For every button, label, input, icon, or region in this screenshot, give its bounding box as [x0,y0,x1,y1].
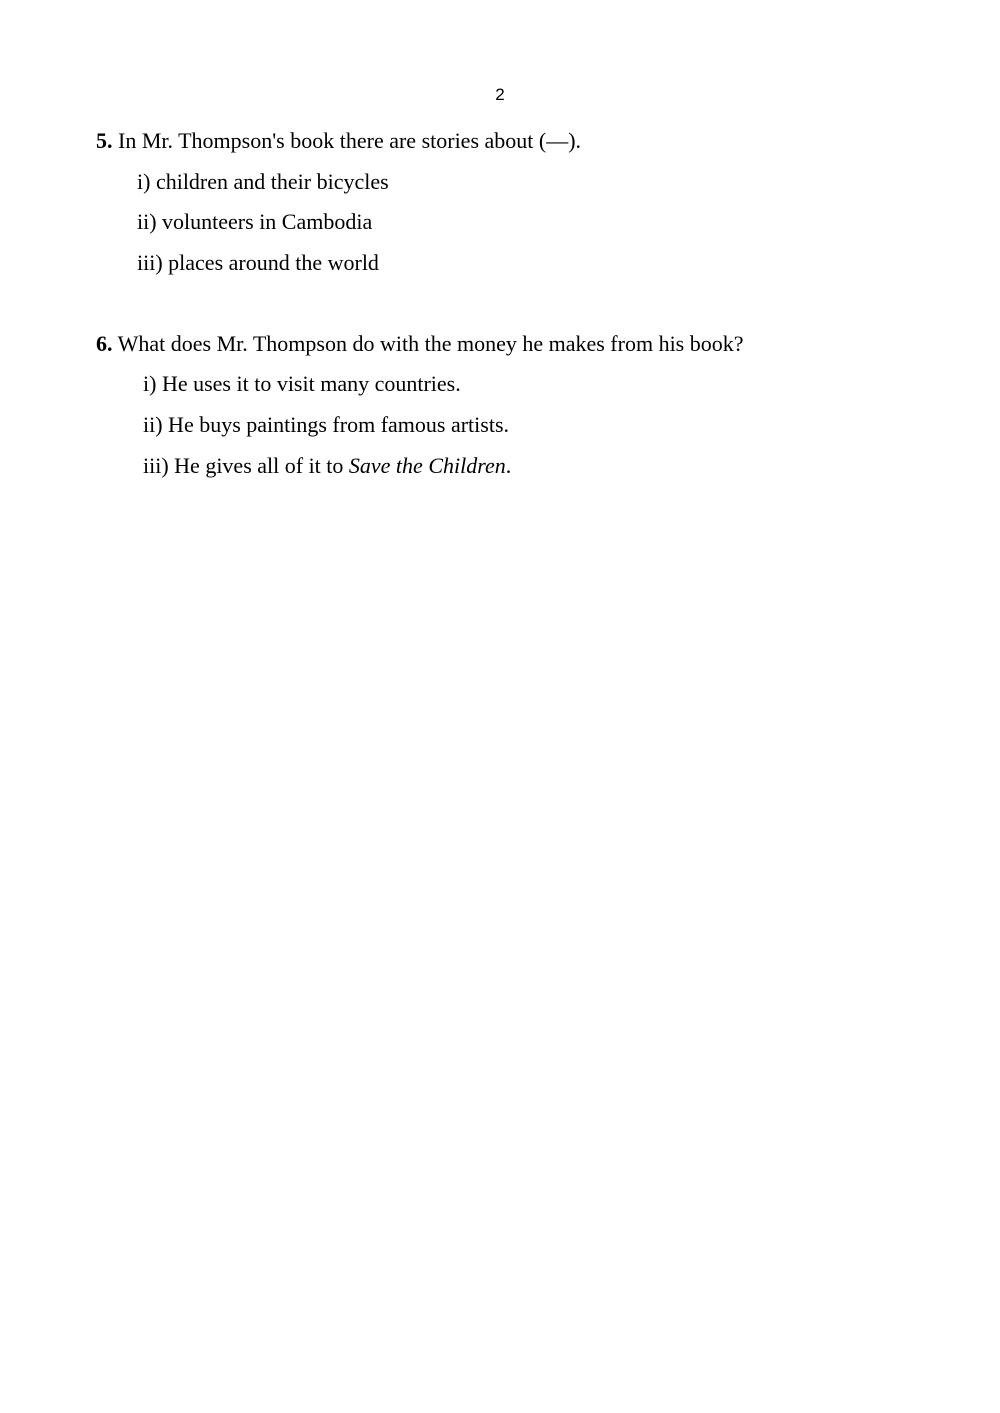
question-6-option-3-suffix: . [505,453,512,478]
question-5-option-2: ii) volunteers in Cambodia [137,209,373,234]
question-6-prompt [96,330,744,358]
question-5-option-1: i) children and their bicycles [137,169,389,194]
question-6-option-3-emphasis: Save the Children [348,453,506,478]
question-5-option-3: iii) places around the world [137,250,379,275]
question-6-option-3 [143,452,511,480]
question-6-option-2: ii) He buys paintings from famous artists. [143,412,510,437]
question-5-number: 5. [96,128,113,153]
question-6-text: What does Mr. Thompson do with the money he makes from his book? [117,331,744,356]
question-6-option-3-prefix: iii) He gives all of it to [143,453,349,478]
question-6-number: 6. [96,331,113,356]
question-5-prompt [96,127,581,155]
page-number: 2 [495,85,505,104]
question-5-text: In Mr. Thompson's book there are stories about (—). [118,128,582,153]
question-6-option-1: i) He uses it to visit many countries. [143,371,461,396]
